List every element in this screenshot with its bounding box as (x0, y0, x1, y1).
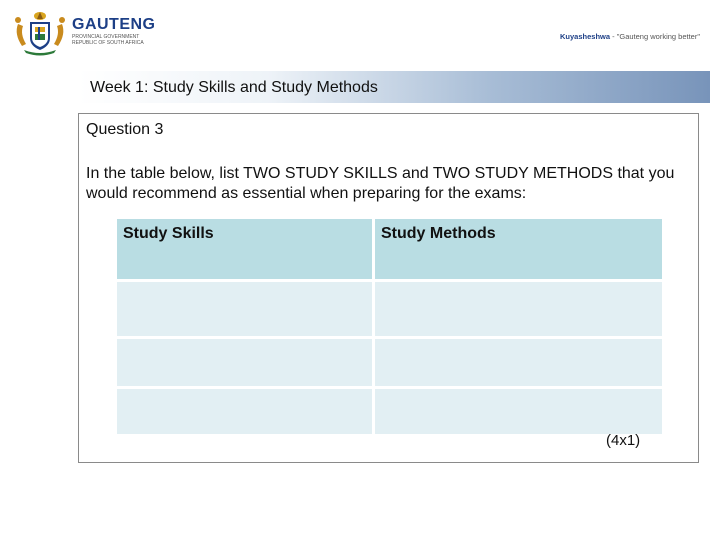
logo-subtitle-1: PROVINCIAL GOVERNMENT (72, 34, 140, 40)
table-row (117, 282, 662, 339)
logo-wordmark: GAUTENG (72, 16, 156, 33)
header-label: Study Skills (123, 225, 214, 242)
question-title: Question 3 (86, 121, 164, 138)
marks-allocation: (4x1) (606, 432, 641, 449)
table-row (117, 339, 662, 389)
slogan-keyword: Kuyasheshwa (560, 32, 611, 41)
page-title: Week 1: Study Skills and Study Methods (90, 79, 378, 96)
header-label: Study Methods (381, 225, 496, 242)
answer-cell[interactable] (375, 389, 662, 434)
gauteng-logo (10, 10, 156, 56)
answer-cell[interactable] (375, 282, 662, 336)
slogan (560, 32, 700, 41)
page-header (0, 0, 720, 70)
answer-table (117, 219, 662, 437)
answer-cell[interactable] (117, 339, 372, 386)
table-row (117, 389, 662, 437)
logo-subtitle-2: REPUBLIC OF SOUTH AFRICA (72, 40, 144, 46)
question-text: In the table below, list TWO STUDY SKILLS and TWO STUDY METHODS that you would recommend as essential when preparing for the exams: (86, 165, 675, 202)
answer-cell[interactable] (375, 339, 662, 386)
table-header-row (117, 219, 662, 282)
slogan-text: - "Gauteng working better" (610, 32, 700, 41)
answer-cell[interactable] (117, 389, 372, 434)
header-cell-study-skills (117, 219, 372, 279)
coat-of-arms-icon (10, 10, 70, 56)
title-banner (78, 71, 710, 103)
question-box (78, 113, 699, 463)
answer-cell[interactable] (117, 282, 372, 336)
header-cell-study-methods (375, 219, 662, 279)
